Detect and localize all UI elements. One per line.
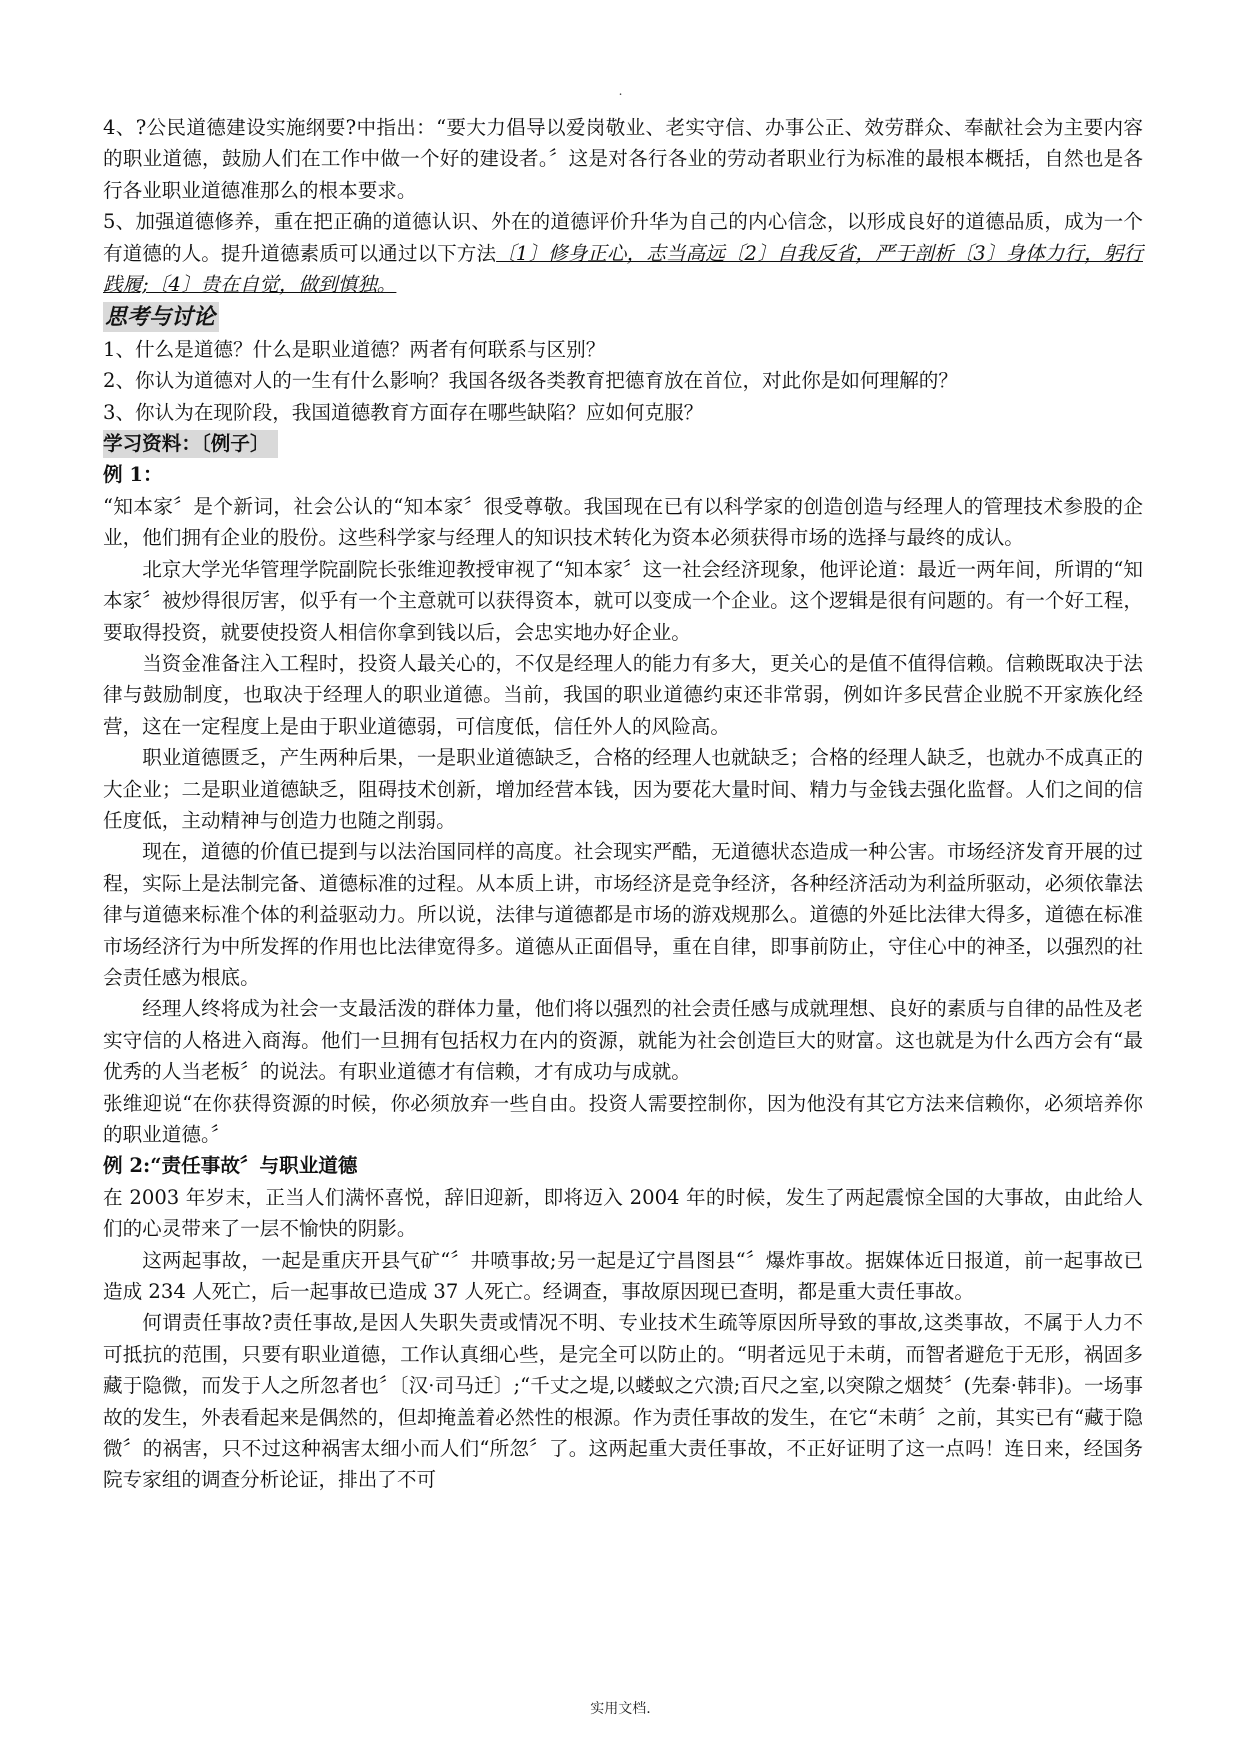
- example-2-paragraph: 在 2003 年岁末，正当人们满怀喜悦，辞旧迎新，即将迈入 2004 年的时候，发生了两起震惊全国的大事故，由此给人们的心灵带来了一层不愉快的阴影。: [103, 1185, 1143, 1241]
- example-1-paragraph: 职业道德匮乏，产生两种后果，一是职业道德缺乏，合格的经理人也就缺乏；合格的经理人缺乏，也就办不成真正的大企业；二是职业道德缺乏，阻碍技术创新，增加经营本钱，因为要花大量时间、精力与金钱去强化监督。人们之间的信任度低，主动精神与创造力也随之削弱。: [103, 746, 1143, 832]
- example-1-paragraph: 当资金准备注入工程时，投资人最关心的，不仅是经理人的能力有多大，更关心的是值不值得信赖。信赖既取决于法律与鼓励制度，也取决于经理人的职业道德。当前，我国的职业道德约束还非常弱，例如许多民营企业脱不开家族化经营，这在一定程度上是由于职业道德弱，可信度低，信任外人的风险高。: [103, 651, 1143, 738]
- example-1-paragraph: 北京大学光华管理学院副院长张维迎教授审视了“知本家〞这一社会经济现象，他评论道：最近一两年间，所谓的“知本家〞被炒得很厉害，似乎有一个主意就可以获得资本，就可以变成一个企业。这个逻辑是很有问题的。有一个好工程，要取得投资，就要使投资人相信你拿到钱以后，会忠实地办好企业。: [103, 557, 1143, 644]
- page-footer: 实用文档.: [590, 1701, 651, 1717]
- question-2: 2、你认为道德对人的一生有什么影响？我国各级各类教育把德育放在首位，对此你是如何理解的？: [103, 369, 958, 393]
- point-5-text: 5、加强道德修养，重在把正确的道德认识、外在的道德评价升华为自己的内心信念，以形成良好的道德品质，成为一个有道德的人。提升道德素质可以通过以下方法: [103, 210, 1143, 265]
- header-mark: .: [618, 84, 623, 98]
- example-1-paragraph: 经理人终将成为社会一支最活泼的群体力量，他们将以强烈的社会责任感与成就理想、良好的素质与自律的品性及老实守信的人格进入商海。他们一旦拥有包括权力在内的资源，就能为社会创造巨大的财富。这也就是为什么西方会有“最优秀的人当老板〞的说法。有职业道德才有信赖，才有成功与成就。: [103, 997, 1143, 1084]
- example-1-paragraph: 现在，道德的价值已提到与以法治国同样的高度。社会现实严酷，无道德状态造成一种公害。市场经济发育开展的过程，实际上是法制完备、道德标准的过程。从本质上讲，市场经济是竞争经济，各种经济活动为利益所驱动，必须依靠法律与道德来标准个体的利益驱动力。所以说，法律与道德都是市场的游戏规那么。道德的外延比法律大得多，道德在标准市场经济行为中所发挥的作用也比法律宽得多。道德从正面倡导，重在自律，即事前防止，守住心中的神圣，以强烈的社会责任感为根底。: [103, 840, 1143, 989]
- materials-title: 学习资料：〔例子〕: [103, 430, 278, 458]
- point-4: 4、?公民道德建设实施纲要?中指出：“要大力倡导以爱岗敬业、老实守信、办事公正、效劳群众、奉献社会为主要内容的职业道德，鼓励人们在工作中做一个好的建设者。〞这是对各行各业的劳动者职业行为标准的最根本概括，自然也是各行各业职业道德准那么的根本要求。: [103, 116, 1143, 202]
- point-5: [103, 206, 1143, 300]
- document-body: [103, 112, 1143, 1496]
- materials-section: [103, 428, 1143, 1496]
- example-1-title: 例 1：: [103, 463, 163, 487]
- point-5-methods: 〔1〕修身正心，志当高远〔2〕自我反省，严于剖析〔3〕身体力行，躬行践履;〔4〕贵在自觉，做到慎独。: [103, 241, 1143, 297]
- question-1: 1、什么是道德？什么是职业道德？两者有何联系与区别？: [103, 337, 606, 361]
- discussion-section: [103, 300, 1143, 428]
- example-2-paragraph: 这两起事故，一起是重庆开县气矿“〞井喷事故;另一起是辽宁昌图县“〞爆炸事故。据媒体近日报道，前一起事故已造成 234 人死亡，后一起事故已造成 37 人死亡。经调查，事故原因现已查明，都是重大责任事故。: [103, 1248, 1143, 1304]
- example-1-paragraph: 张维迎说“在你获得资源的时候，你必须放弃一些自由。投资人需要控制你，因为他没有其它方法来信赖你，必须培养你的职业道德。〞: [103, 1091, 1143, 1146]
- question-3: 3、你认为在现阶段，我国道德教育方面存在哪些缺陷？应如何克服？: [103, 400, 704, 424]
- example-2-title: 例 2:“责任事故〞与职业道德: [103, 1154, 358, 1178]
- discussion-title: 思考与讨论: [103, 302, 219, 332]
- example-2-paragraph: 何谓责任事故?责任事故,是因人失职失责或情况不明、专业技术生疏等原因所导致的事故,这类事故，不属于人力不可抵抗的范围，只要有职业道德，工作认真细心些，是完全可以防止的。“明者远见于未萌，而智者避危于无形，祸固多藏于隐微，而发于人之所忽者也〞〔汉·司马迁〕;“千丈之堤,以蝼蚁之穴溃;百尺之室,以突隙之烟焚〞(先秦·韩非)。一场事故的发生，外表看起来是偶然的，但却掩盖着必然性的根源。作为责任事故的发生，在它“未萌〞之前，其实已有“藏于隐微〞的祸害，只不过这种祸害太细小而人们“所忽〞了。这两起重大责任事故，不正好证明了这一点吗！连日来，经国务院专家组的调查分析论证，排出了不可: [103, 1311, 1143, 1492]
- example-1-paragraph: “知本家〞是个新词，社会公认的“知本家〞很受尊敬。我国现在已有以科学家的创造创造与经理人的管理技术参股的企业，他们拥有企业的股份。这些科学家与经理人的知识技术转化为资本必须获得市场的选择与最终的成认。: [103, 494, 1143, 550]
